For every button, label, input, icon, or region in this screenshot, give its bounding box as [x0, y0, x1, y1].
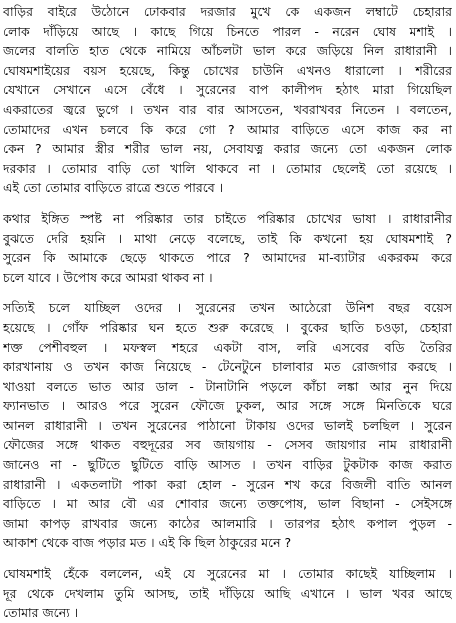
paragraph-3 [3, 298, 452, 553]
text-line: সুরেন কি আমাকে ছেড়ে থাকতে পারে ? আমাদের মা-ব্যাটার একরকম করে [3, 250, 452, 266]
text-line: জলের বালতি হাত থেকে নামিয়ে আঁচলটা ভাল করে জড়িয়ে নিল রাধারানী । [3, 43, 452, 59]
text-line: হয়েছে । গোঁফ পরিষ্কার ঘন হতে শুরু করেছে । বুকের ছাতি চওড়া, চেহারা [3, 319, 452, 335]
paragraph-spacer [3, 553, 452, 564]
text-line: বুঝতে দেরি হয়নি । মাথা নেড়ে বলেছে, তাই কি কখনো হয় ঘোষমশাই ? [3, 230, 452, 246]
text-line: শক্ত পেশীবহুল । মফস্বল শহরে একটা বাস, লরি এসবের বডি তৈরির [3, 339, 452, 355]
text-line: কেন ? আমার স্ত্রীর শরীর ভাল নয়, সেবাযত্ন করার জন্যে তো একজন লোক [3, 141, 452, 157]
text-line: ফৌজের সঙ্গে থাকত বহুদূরের সব জায়গায় - সেসব জায়গার নাম রাধারানী [3, 437, 452, 453]
text-line: রাধারানী । একতলাটা পাকা করা হোল - সুরেন শখ করে বিজলী বাতি আনল [3, 476, 452, 492]
paragraph-spacer [3, 198, 452, 209]
paragraph-2 [3, 209, 452, 287]
text-line: সত্যিই চলে যাচ্ছিল ওদের । সুরেনের তখন আঠেরো উনিশ বছর বয়েস [3, 300, 452, 316]
text-line: কারখানায় ও তখন কাজ নিয়েছে - টেনেটুনে চালাবার মত রোজগার করছে । [3, 359, 452, 375]
text-line: তোমার জন্যে । [3, 605, 79, 621]
text-line: তোমাদের এখন চলবে কি করে গো ? আমার বাড়িতে এসে কাজ কর না [3, 121, 452, 137]
text-line: ঘোষমশাইয়ের বয়স হয়েছে, কিন্তু চোখের চাউনি এখনও ধারালো । শরীরের [3, 62, 452, 78]
text-line: আনল রাধারানী । তখন সুরেনের পাঠানো টাকায় ওদের ভালই চলছিল । সুরেন [3, 417, 452, 433]
text-line: লোক দাঁড়িয়ে আছে । কাছে গিয়ে চিনতে পারল - নরেন ঘোষ মশাই । [3, 23, 452, 39]
text-line: জামা কাপড় রাখবার জন্যে কাঠের আলমারি । তারপর হঠাৎ কপাল পুড়ল - [3, 515, 452, 531]
text-line: ঘোষমশাই হেঁকে বললেন, এই যে সুরেনের মা । তোমার কাছেই যাচ্ছিলাম । [3, 566, 452, 582]
text-line: দরকার । তোমার বাড়ি তো খালি থাকবে না । তোমার ছেলেই তো রয়েছে । [3, 160, 452, 176]
text-line: চলে যাবে । উপোষ করে আমরা থাকব না । [3, 269, 213, 285]
text-line: কথার ইঙ্গিত স্পষ্ট না পরিষ্কার তার চাইতে পরিষ্কার চোখের ভাষা । রাধারানীর [3, 210, 452, 226]
paragraph-1 [3, 2, 452, 198]
text-line: জানেও না - ছুটিতে ছুটিতে বাড়ি আসত । তখন বাড়ির টুকটাক কাজ করাত [3, 457, 452, 473]
text-line: আকাশ থেকে বাজ পড়ার মত । এই কি ছিল ঠাকুরের মনে ? [3, 535, 292, 551]
text-line: এই তো তোমার বাড়িতে রাত্রে শুতে পারবে । [3, 180, 224, 196]
text-line: খাওয়া বলতে ভাত আর ডাল - টানাটানি পড়লে কাঁচা লঙ্কা আর নুন দিয়ে [3, 378, 452, 394]
text-line: যেখানে সেখানে এসে বেঁধে । সুরেনের বাপ কালীপদ হঠাৎ মারা গিয়েছিল [3, 82, 452, 98]
text-line: বাড়িতে । মা আর বৌ এর শোবার জন্যে তক্তপোষ, ভাল বিছানা - সেইসঙ্গে [3, 496, 452, 512]
text-line: একরাতের জ্বরে ভুগে । তখন বার বার আসতেন, খবরাখবর নিতেন । বলতেন, [3, 101, 452, 117]
text-line: ফ্যানভাত । আরও পরে সুরেন ফৌজে ঢুকল, আর সঙ্গে সঙ্গে মিনতিকে ঘরে [3, 398, 452, 414]
text-line: দূর থেকে দেখলাম তুমি আসছ, তাই দাঁড়িয়ে আছি এখানে । ভাল খবর আছে [3, 585, 452, 601]
text-line: বাড়ির বাইরে উঠোনে ঢোকবার দরজার মুখে কে একজন লম্বাটে চেহারার [3, 4, 452, 19]
paragraph-spacer [3, 287, 452, 298]
paragraph-4 [3, 564, 452, 623]
